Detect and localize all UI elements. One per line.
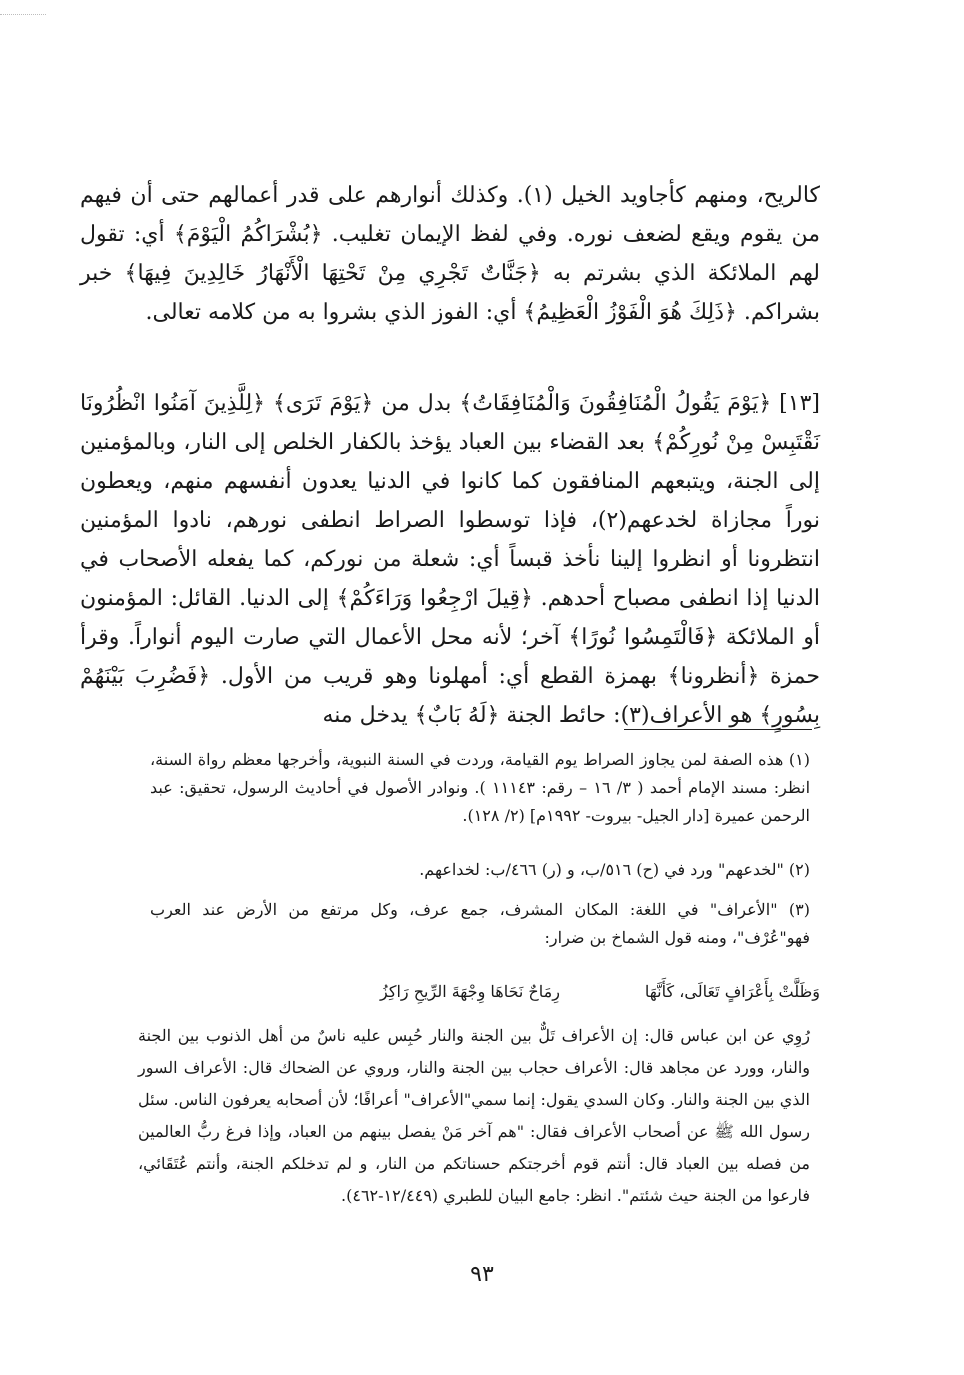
footnote-1: (١) هذه الصفة لمن يجاوز الصراط يوم القيامة، وردت في السنة النبوية، وأخرجها معظم رواة السنة، انظر: مسند الإمام أحمد ( ٣/ ١٦ – رقم: ١١١٤٣ ). ونوادر الأصول في أحاديث الرسول، تحقيق: عبد الرحمن عميرة [دار الجيل- بيروت- ١٩٩٢م] (٢/ ١٢٨). <box>150 750 811 825</box>
body-paragraph-1: كالريح، ومنهم كأجاويد الخيل (١). وكذلك أنوارهم على قدر أعمالهم حتى أن فيهم من يقوم ويقع لضعف نوره. وفي لفظ الإيمان تغليب. ﴿بُشْرَاكُمُ الْيَوْمَ﴾ أي: تقول لهم الملائكة الذي بشرتم به ﴿جَنَّاتٌ تَجْرِي مِنْ تَحْتِهَا الْأَنْهَارُ خَالِدِينَ فِيهَا﴾ خبر بشراكم. ﴿ذَلِكَ هُوَ الْفَوْزُ الْعَظِيمُ﴾ أي: الفوز الذي بشروا به من كلامه تعالى. <box>80 183 821 325</box>
verse-first-hemistich: وَظَلَّتْ بِأَعْرَافٍ تَعَالَى، كَأَنَّهَا <box>644 982 820 1001</box>
page-number: ٩٣ <box>470 1262 494 1287</box>
footnote-divider <box>624 729 812 730</box>
scan-corner-mark <box>0 0 46 15</box>
footnote-3: (٣) "الأعراف" في اللغة: المكان المشرف، جمع عرف، وكل مرتفع من الأرض عند العرب فهو"عُرْف"، ومنه قول الشماخ بن ضرار: <box>150 900 811 947</box>
verse-second-hemistich: رِمَاحٌ نَحَاهَا وِجْهَةَ الرِّيحِ رَاكِزُ <box>380 982 560 1001</box>
footnote-3-continuation: رُوِي عن ابن عباس قال: إن الأعراف تَلٌّ بين الجنة والنار حُبِس عليه ناسٌ من أهل الذنوب بين الجنة والنار، وورد عن مجاهد قال: الأعراف حجاب بين الجنة والنار، وروي عن الضحاك قال: الأعراف السور الذي بين الجنة والنار. وكان السدي يقول: إنما سمي"الأعراف" أعرافًا؛ لأن أصحابه يعرفون الناس. سئل رسول الله ﷺ عن أصحاب الأعراف فقال: "هم آخر مَنْ يفصل بينهم من العباد، وإذا فرغ ربُّ العالمين من فصله بين العباد قال: أنتم قوم أخرجتكم حسناتكم من النار، و لم تدخلكم الجنة، وأنتم عُتَقَائي، فارعوا من الجنة حيث شئتم". انظر: جامع البيان للطبري (١٢/٤٤٩-٤٦٢). <box>138 1026 810 1205</box>
footnote-2: (٢) "لخدعهم" ورد في (ح) ٥١٦/ب، و (ر) ٤٦٦/ب: لخداعهم. <box>419 860 810 879</box>
body-paragraph-2: [١٣] ﴿يَوْمَ يَقُولُ الْمُنَافِقُونَ وَالْمُنَافِقَاتُ﴾ بدل من ﴿يَوْمَ تَرَى﴾ ﴿لِلَّذِينَ آمَنُوا انْظُرُونَا نَقْتَبِسْ مِنْ نُورِكُمْ﴾ بعد القضاء بين العباد يؤخذ بالكفار الخلص إلى النار، وبالمؤمنين إلى الجنة، ويتبعهم المنافقون كما كانوا في الدنيا يعدون أنفسهم منهم، ويعطون نوراً مجازاة لخدعهم(٢)، فإذا توسطوا الصراط انطفى نورهم، نادوا المؤمنين انتظرونا أو انظروا إلينا نأخذ قبساً أي: شعلة من نوركم، كما يفعله الأصحاب في الدنيا إذا انطفى مصباح أحدهم. ﴿قِيلَ ارْجِعُوا وَرَاءَكُمْ﴾ إلى الدنيا. القائل: المؤمنون أو الملائكة ﴿فَالْتَمِسُوا نُورًا﴾ آخر؛ لأنه محل الأعمال التي صارت اليوم أنواراً. وقرأ حمزة ﴿أنظرونا﴾ بهمزة القطع أي: أمهلونا وهو قريب من الأول. ﴿فَضُرِبَ بَيْنَهُمْ بِسُورٍ﴾ هو الأعراف(٣): حائط الجنة ﴿لَهُ بَابٌ﴾ يدخل منه <box>80 391 820 728</box>
poetry-verse <box>380 976 820 1008</box>
